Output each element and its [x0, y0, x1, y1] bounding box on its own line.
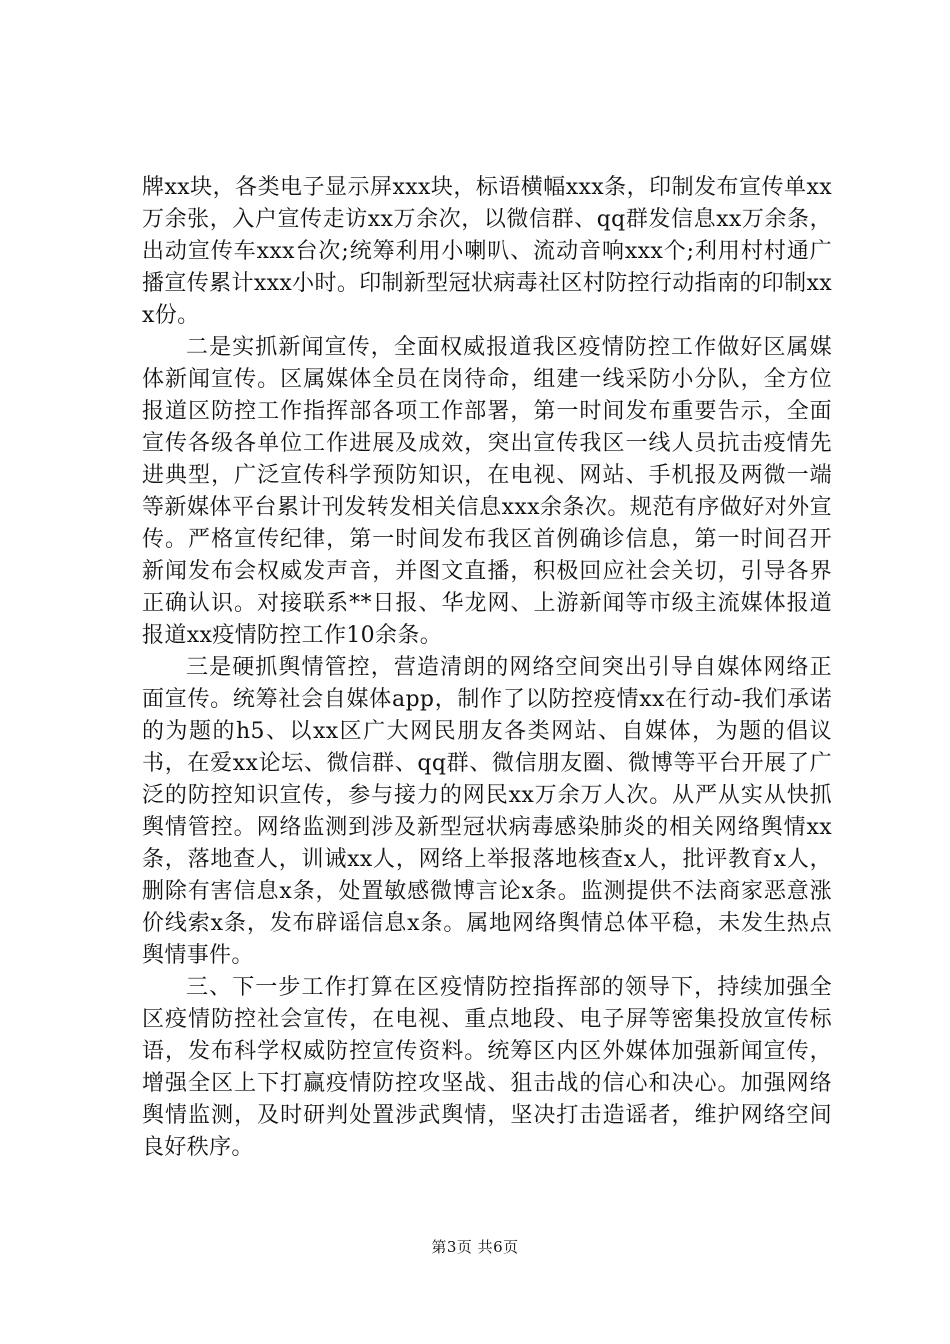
paragraph-news-publicity: 二是实抓新闻宣传，全面权威报道我区疫情防控工作做好区属媒体新闻宣传。区属媒体全员在岗待命，组建一线采防小分队，全方位报道区防控工作指挥部各项工作部署，第一时间发布重要告示，全面宣传各级各单位工作进展及成效，突出宣传我区一线人员抗击疫情先进典型，广泛宣传科学预防知识，在电视、网站、手机报及两微一端等新媒体平台累计刊发转发相关信息xxx余条次。规范有序做好对外宣传。严格宣传纪律，第一时间发布我区首例确诊信息，第一时间召开新闻发布会权威发声音，并图文直播，积极回应社会关切，引导各界正确认识。对接联系**日报、华龙网、上游新闻等市级主流媒体报道报道xx疫情防控工作10余条。 [142, 335, 832, 648]
paragraph-public-opinion: 三是硬抓舆情管控，营造清朗的网络空间突出引导自媒体网络正面宣传。统筹社会自媒体app，制作了以防控疫情xx在行动-我们承诺的为题的h5、以xx区广大网民朋友各类网站、自媒体，为题的倡议书，在爱xx论坛、微信群、qq群、微信朋友圈、微博等平台开展了广泛的防控知识宣传，参与接力的网民xx万余万人次。从严从实从快抓舆情管控。网络监测到涉及新型冠状病毒感染肺炎的相关网络舆情xx条，落地查人，训诫xx人，网络上举报落地核查x人，批评教育x人，删除有害信息x条，处置敏感微博言论x条。监测提供不法商家恶意涨价线索x条，发布辟谣信息x条。属地网络舆情总体平稳，未发生热点舆情事件。 [142, 655, 832, 968]
paragraph-next-steps: 三、下一步工作打算在区疫情防控指挥部的领导下，持续加强全区疫情防控社会宣传，在电视、重点地段、电子屏等密集投放宣传标语，发布科学权威防控宣传资料。统筹区内区外媒体加强新闻宣传，增强全区上下打赢疫情防控攻坚战、狙击战的信心和决心。加强网络舆情监测，及时研判处置涉武舆情，坚决打击造谣者，维护网络空间良好秩序。 [142, 975, 832, 1160]
document-body [142, 172, 832, 1164]
page-number-footer: 第3页 共6页 [431, 1238, 519, 1256]
paragraph-continuation: 牌xx块，各类电子显示屏xxx块，标语横幅xxx条，印制发布宣传单xx万余张，入户宣传走访xx万余次，以微信群、qq群发信息xx万余条，出动宣传车xxx台次;统筹利用小喇叭、流动音响xxx个;利用村村通广播宣传累计xxx小时。印制新型冠状病毒社区村防控行动指南的印制xxx份。 [142, 175, 832, 328]
